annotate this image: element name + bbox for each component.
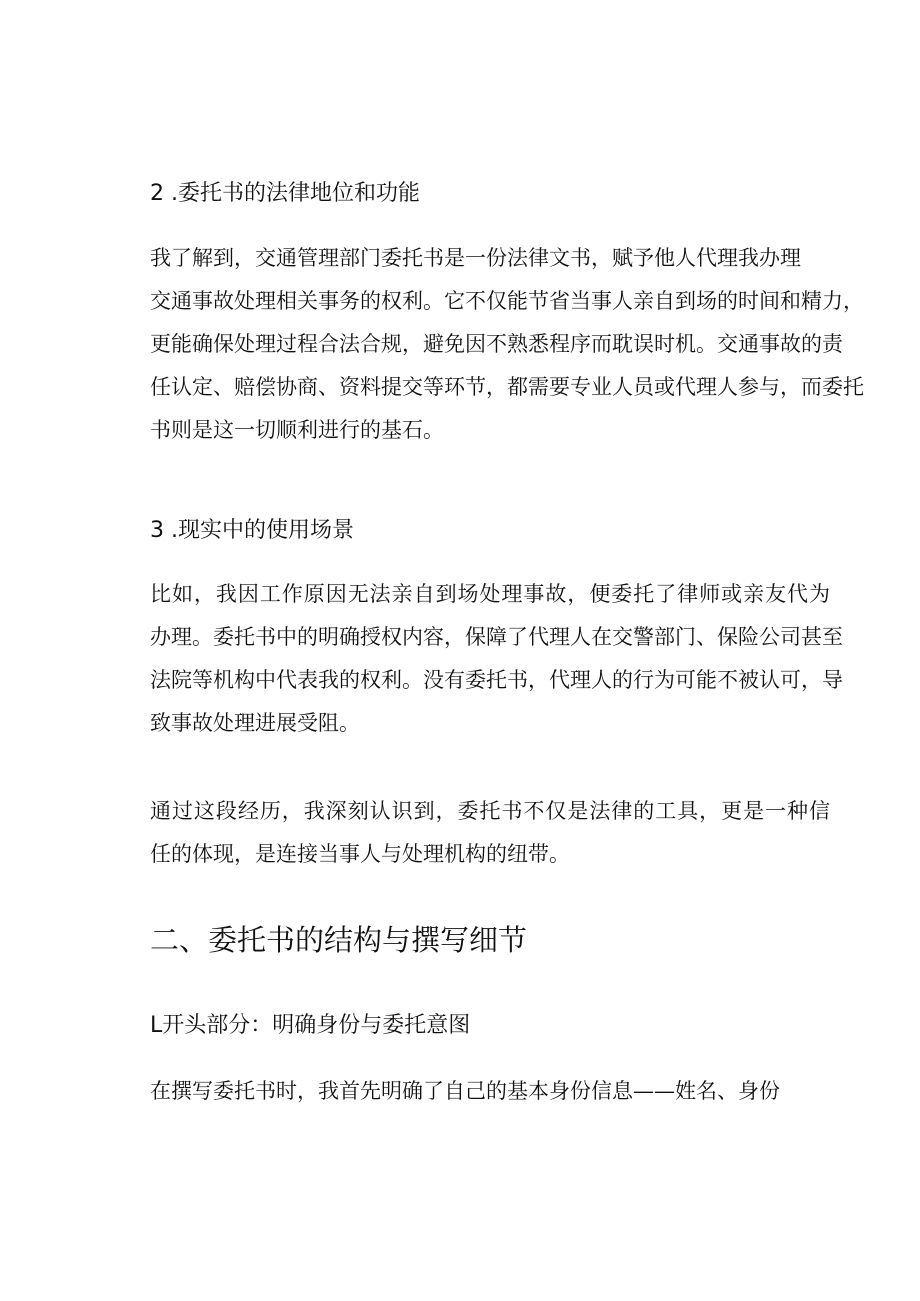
paragraph-line: 任的体现，是连接当事人与处理机构的纽带。 [150,842,570,866]
paragraph-usage-scenarios [150,573,843,745]
paragraph-line: 书则是这一切顺利进行的基石。 [150,418,444,442]
paragraph-line: 在撰写委托书时，我首先明确了自己的基本身份信息——姓名、身份 [150,1079,780,1103]
paragraph-line: 我了解到，交通管理部门委托书是一份法律文书，赋予他人代理我办理 [150,246,801,270]
section-heading-opening: L开头部分：明确身份与委托意图 [150,1013,471,1038]
paragraph-legal-status [150,237,864,452]
paragraph-line: 任认定、赔偿协商、资料提交等环节，都需要专业人员或代理人参与，而委托 [150,375,864,399]
paragraph-line: 更能确保处理过程合法合规，避免因不熟悉程序而耽误时机。交通事故的责 [150,332,843,356]
paragraph-line: 交通事故处理相关事务的权利。它不仅能节省当事人亲自到场的时间和精力， [150,289,864,313]
paragraph-line: 办理。委托书中的明确授权内容，保障了代理人在交警部门、保险公司甚至 [150,625,843,649]
paragraph-line: 通过这段经历，我深刻认识到，委托书不仅是法律的工具，更是一种信 [150,799,830,823]
paragraph-line: 法院等机构中代表我的权利。没有委托书，代理人的行为可能不被认可，导 [150,668,843,692]
paragraph-line: 致事故处理进展受阻。 [150,711,360,735]
paragraph-reflection [150,790,830,876]
section-heading-usage-scenarios: 3 .现实中的使用场景 [150,518,354,543]
paragraph-line: 比如，我因工作原因无法亲自到场处理事故，便委托了律师或亲友代为 [150,582,830,606]
chapter-heading-structure: 二、委托书的结构与撰写细节 [150,923,528,957]
section-heading-legal-status: 2 .委托书的法律地位和功能 [150,181,420,206]
paragraph-opening [150,1070,830,1113]
